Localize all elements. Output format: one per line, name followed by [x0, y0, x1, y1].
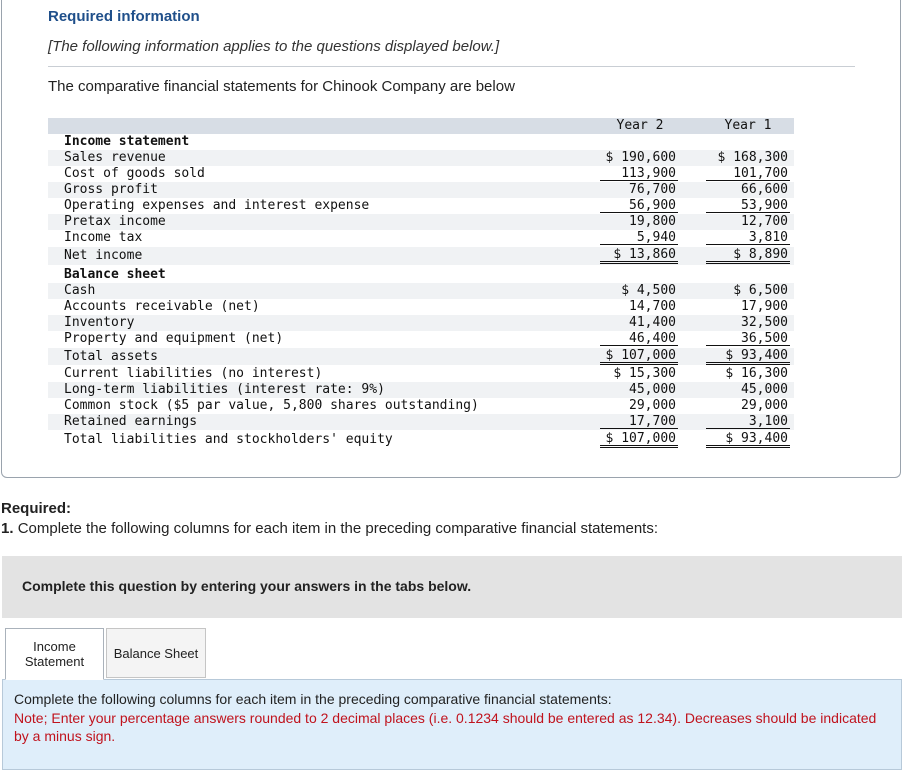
statement-row — [48, 166, 794, 182]
year-1-value: $ 168,300 — [717, 150, 788, 165]
banner-text: Complete this question by entering your answers in the tabs below. — [22, 578, 472, 594]
year-1-value: 29,000 — [741, 398, 788, 413]
statement-row — [48, 214, 794, 230]
year-2-value: 17,700 — [600, 414, 678, 429]
row-label: Pretax income — [64, 214, 166, 229]
statement-row — [48, 267, 794, 283]
year-1-value: $ 6,500 — [733, 283, 788, 298]
year-2-value: $ 4,500 — [621, 283, 676, 298]
tab-label-line-1: Income — [33, 639, 76, 654]
row-label: Cost of goods sold — [64, 166, 205, 181]
statement-row — [48, 247, 794, 265]
statement-row — [48, 182, 794, 198]
year-2-value: 14,700 — [629, 299, 676, 314]
row-label: Inventory — [64, 315, 135, 330]
year-1-value: 66,600 — [741, 182, 788, 197]
applies-note: [The following information applies to the questions displayed below.] — [48, 38, 500, 55]
statement-row — [48, 230, 794, 246]
section-heading-income-statement: Income statement — [64, 134, 190, 149]
year-1-value: $ 93,400 — [706, 431, 790, 448]
statement-row — [48, 414, 794, 430]
year-2-value: $ 15,300 — [613, 366, 676, 381]
year-2-value: $ 13,860 — [600, 247, 678, 264]
year-2-value: 41,400 — [629, 315, 676, 330]
year-1-value: 12,700 — [741, 214, 788, 229]
row-label: Total liabilities and stockholders' equity — [64, 432, 393, 447]
year-2-value: 45,000 — [629, 382, 676, 397]
tab-balance-sheet[interactable] — [106, 628, 206, 678]
statements-intro: The comparative financial statements for Chinook Company are below — [48, 78, 515, 95]
column-header-year-2: Year 2 — [616, 118, 664, 133]
tab-income-statement[interactable] — [5, 628, 104, 680]
year-2-value: 19,800 — [629, 214, 676, 229]
year-1-value: $ 8,890 — [706, 247, 790, 264]
year-1-value: 36,500 — [706, 331, 790, 346]
year-1-value: $ 16,300 — [725, 366, 788, 381]
statement-row — [48, 150, 794, 166]
statement-row — [48, 382, 794, 398]
statement-row — [48, 431, 794, 449]
year-2-value: 5,940 — [600, 230, 678, 245]
row-label: Sales revenue — [64, 150, 166, 165]
year-2-value: 46,400 — [600, 331, 678, 346]
year-2-value: $ 190,600 — [605, 150, 676, 165]
row-label: Accounts receivable (net) — [64, 299, 260, 314]
required-question — [1, 520, 658, 537]
income-statement-panel — [2, 679, 902, 770]
required-information-title: Required information — [48, 8, 200, 25]
row-label: Property and equipment (net) — [64, 331, 284, 346]
year-2-value: 76,700 — [629, 182, 676, 197]
row-label: Retained earnings — [64, 414, 198, 429]
statement-row — [48, 366, 794, 382]
tab-income-statement-label — [25, 639, 84, 669]
row-label: Common stock ($5 par value, 5,800 shares outstanding) — [64, 398, 479, 413]
row-label: Total assets — [64, 349, 158, 364]
statement-row — [48, 348, 794, 365]
panel-note: Note; Enter your percentage answers rounded to 2 decimal places (i.e. 0.1234 should be entered as 12.34). Decreases should be indicated by a minus sign. — [14, 710, 877, 744]
statement-row — [48, 299, 794, 315]
row-label: Operating expenses and interest expense — [64, 198, 370, 213]
question-number: 1. — [1, 520, 14, 537]
statement-row — [48, 398, 794, 414]
row-label: Long-term liabilities (interest rate: 9%) — [64, 382, 385, 397]
year-2-value: 56,900 — [600, 198, 678, 213]
row-label: Income tax — [64, 230, 143, 245]
row-label: Gross profit — [64, 182, 158, 197]
year-1-value: 45,000 — [741, 382, 788, 397]
statement-row — [48, 134, 794, 150]
row-label: Cash — [64, 283, 96, 298]
column-header-year-1: Year 1 — [724, 118, 772, 133]
instruction-banner — [2, 556, 902, 618]
tab-label-line-2: Statement — [24, 654, 85, 669]
year-2-value: 29,000 — [629, 398, 676, 413]
year-1-value: 3,100 — [706, 414, 790, 429]
section-heading-balance-sheet: Balance sheet — [64, 267, 166, 282]
row-label: Current liabilities (no interest) — [64, 366, 323, 381]
year-1-value: 17,900 — [741, 299, 788, 314]
statement-header-row — [48, 118, 794, 134]
year-1-value: 3,810 — [706, 230, 790, 245]
year-2-value: $ 107,000 — [600, 348, 678, 365]
year-2-value: 113,900 — [600, 166, 678, 181]
year-1-value: 32,500 — [741, 315, 788, 330]
statement-row — [48, 315, 794, 331]
info-divider — [48, 66, 855, 67]
required-information-box — [1, 0, 901, 478]
year-1-value: 101,700 — [706, 166, 790, 181]
row-label: Net income — [64, 248, 143, 263]
statement-row — [48, 283, 794, 299]
tab-balance-sheet-label: Balance Sheet — [113, 645, 199, 661]
year-1-value: $ 93,400 — [706, 348, 790, 365]
panel-instruction: Complete the following columns for each item in the preceding comparative financial statements: — [14, 691, 612, 707]
year-2-value: $ 107,000 — [600, 431, 678, 448]
statement-row — [48, 198, 794, 214]
question-text: Complete the following columns for each item in the preceding comparative financial statements: — [17, 520, 659, 537]
statement-row — [48, 331, 794, 347]
required-heading: Required: — [1, 500, 72, 517]
year-1-value: 53,900 — [706, 198, 790, 213]
